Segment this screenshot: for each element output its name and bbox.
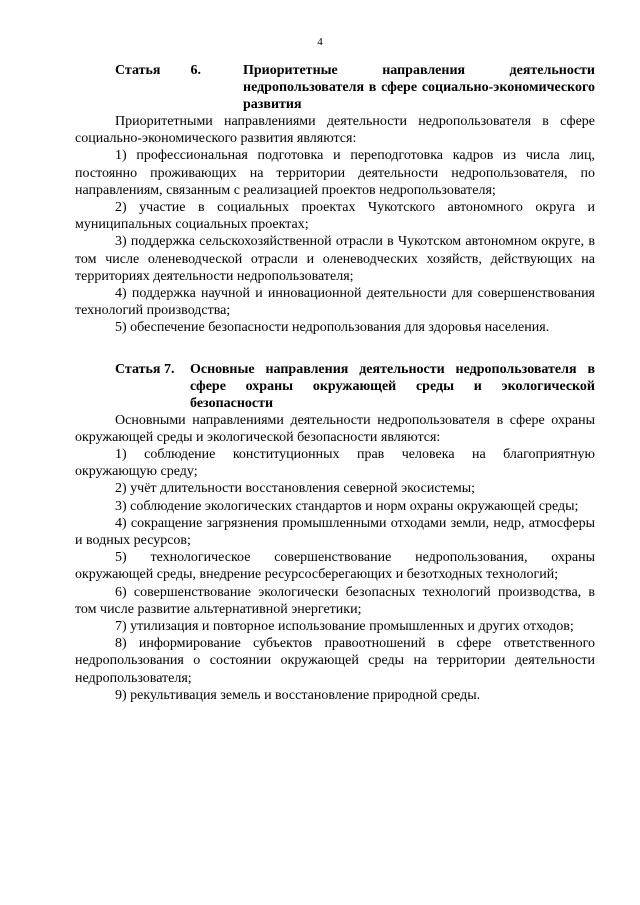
- document-body: [75, 62, 595, 704]
- article-6-item-3: 3) поддержка сельскохозяйственной отрасли в Чукотском автономном округе, в том числе оленеводческой отрасли и оленеводческих хозяйств, действующих на территориях деятельности недропользователя;: [75, 234, 595, 284]
- article-7-item-3: 3) соблюдение экологических стандартов и норм охраны окружающей среды;: [115, 498, 579, 514]
- article-6-item-2: 2) участие в социальных проектах Чукотского автономного округа и муниципальных социальных проектах;: [75, 200, 595, 233]
- article-spacer: [75, 337, 595, 361]
- article-7-title: Основные направления деятельности недропользователя в сфере охраны окружающей среды и экологической безопасности: [190, 361, 595, 411]
- article-6-item-4: 4) поддержка научной и инновационной деятельности для совершенствования технологий производства;: [75, 286, 595, 319]
- article-7-heading: [75, 361, 595, 412]
- page-number: 4: [317, 36, 323, 48]
- article-7-item-7: 7) утилизация и повторное использование промышленных и других отходов;: [115, 619, 574, 635]
- article-6-intro: Приоритетными направлениями деятельности недропользователя в сфере социально-экономического развития являются:: [75, 114, 595, 147]
- article-6-title: Приоритетные направления деятельности недропользователя в сфере социально-экономического развития: [243, 63, 595, 112]
- article-7-item-9: 9) рекультивация земель и восстановление природной среды.: [115, 687, 481, 703]
- article-6-label-word: Статья: [115, 63, 161, 78]
- article-6-label: [75, 62, 243, 113]
- article-7-item-5: 5) технологическое совершенствование недропользования, охраны окружающей среды, внедрение ресурсосберегающих и безотходных технологий;: [75, 550, 595, 583]
- article-7-item-1: 1) соблюдение конституционных прав человека на благоприятную окружающую среду;: [75, 447, 595, 480]
- article-7-item-4: 4) сокращение загрязнения промышленными отходами земли, недр, атмосферы и водных ресурсов;: [75, 515, 595, 549]
- article-6-heading: [75, 62, 595, 113]
- article-6-label-number: 6.: [190, 63, 201, 78]
- article-6-item-5: 5) обеспечение безопасности недропользования для здоровья населения.: [115, 320, 550, 336]
- article-7-item-6: 6) совершенствование экологически безопасных технологий производства, в том числе развитие альтернативной энергетики;: [75, 584, 595, 617]
- article-6-item-1: 1) профессиональная подготовка и переподготовка кадров из числа лиц, постоянно проживающих на территории деятельности недропользователя, по направлениям, связанным с реализацией проектов недропользователя;: [75, 148, 595, 198]
- article-7-item-8: 8) информирование субъектов правоотношений в сфере ответственного недропользования о состоянии окружающей среды на территории деятельности недропользователя;: [75, 636, 595, 686]
- article-7-label: Статья 7.: [115, 361, 175, 377]
- article-7-intro: Основными направлениями деятельности недропользователя в сфере охраны окружающей среды и экологической безопасности являются:: [75, 412, 595, 445]
- article-7-item-2: 2) учёт длительности восстановления северной экосистемы;: [115, 481, 476, 497]
